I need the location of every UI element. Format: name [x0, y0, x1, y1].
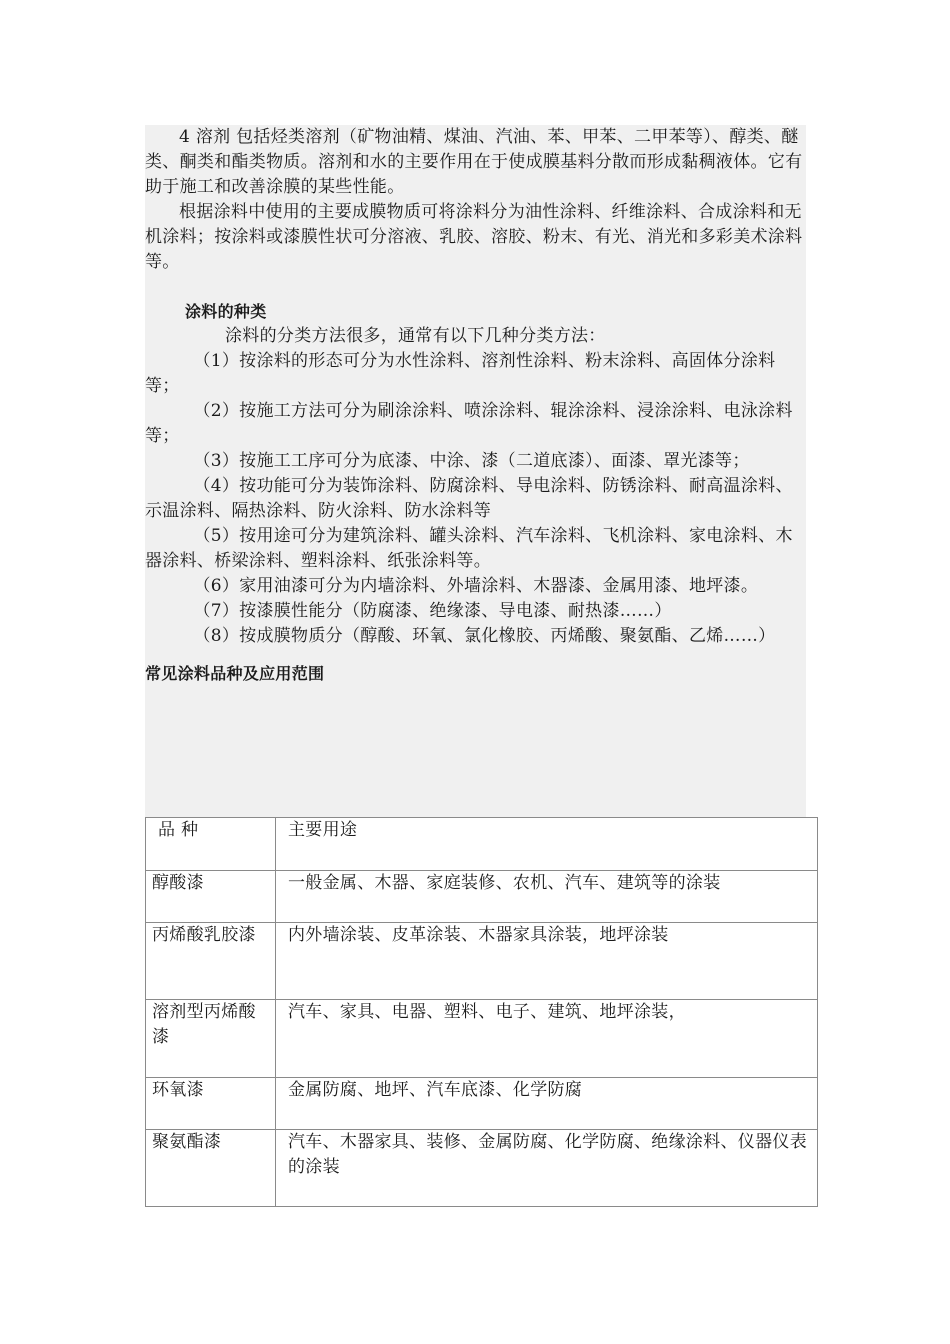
varieties-table: [145, 817, 818, 1207]
paragraph-solvent: 4 溶剂 包括烃类溶剂（矿物油精、煤油、汽油、苯、甲苯、二甲苯等）、醇类、醚类、酮类和酯类物质。溶剂和水的主要作用在于使成膜基料分散而形成黏稠液体。它有助于施工和改善涂膜的某些性能。: [145, 127, 803, 197]
list-item: （7）按漆膜性能分（防腐漆、绝缘漆、导电漆、耐热漆……）: [193, 601, 672, 621]
table-header-cell: 品 种: [146, 818, 276, 871]
section-heading-types: 涂料的种类: [185, 302, 267, 321]
table-cell-usage: 汽车、家具、电器、塑料、电子、建筑、地坪涂装，: [276, 1000, 818, 1078]
list-item: （8）按成膜物质分（醇酸、环氧、氯化橡胶、丙烯酸、聚氨酯、乙烯……）: [193, 626, 776, 646]
table-row: [146, 871, 818, 923]
list-item: （2）按施工方法可分为刷涂涂料、喷涂涂料、辊涂涂料、浸涂涂料、电泳涂料等；: [145, 401, 793, 446]
table-header-row: [146, 818, 818, 871]
table-row: [146, 1130, 818, 1207]
types-intro: 涂料的分类方法很多，通常有以下几种分类方法：: [225, 326, 606, 346]
table-cell-usage: 金属防腐、地坪、汽车底漆、化学防腐: [276, 1078, 818, 1130]
table-header-cell: 主要用途: [276, 818, 818, 871]
table-row: [146, 1000, 818, 1078]
paragraph-classification: 根据涂料中使用的主要成膜物质可将涂料分为油性涂料、纤维涂料、合成涂料和无机涂料；按涂料或漆膜性状可分溶液、乳胶、溶胶、粉末、有光、消光和多彩美术涂料等。: [145, 202, 803, 272]
list-item: （1）按涂料的形态可分为水性涂料、溶剂性涂料、粉末涂料、高固体分涂料等；: [145, 351, 776, 396]
table-cell-usage: 一般金属、木器、家庭装修、农机、汽车、建筑等的涂装: [276, 871, 818, 923]
table-cell-usage: 汽车、木器家具、装修、金属防腐、化学防腐、绝缘涂料、仪器仪表的涂装: [276, 1130, 818, 1207]
list-item: （6）家用油漆可分为内墙涂料、外墙涂料、木器漆、金属用漆、地坪漆。: [193, 576, 759, 596]
document-body: [145, 125, 809, 686]
section-heading-varieties: 常见涂料品种及应用范围: [145, 664, 325, 683]
list-item: （3）按施工工序可分为底漆、中涂、漆（二道底漆）、面漆、罩光漆等；: [193, 451, 750, 471]
table-cell-variety: 醇酸漆: [146, 871, 276, 923]
list-item: （4）按功能可分为装饰涂料、防腐涂料、导电涂料、防锈涂料、耐高温涂料、示温涂料、隔热涂料、防火涂料、防水涂料等: [145, 476, 793, 521]
table-row: [146, 1078, 818, 1130]
table-cell-variety: 聚氨酯漆: [146, 1130, 276, 1207]
table-cell-variety: 溶剂型丙烯酸漆: [146, 1000, 276, 1078]
table-cell-variety: 环氧漆: [146, 1078, 276, 1130]
table-row: [146, 923, 818, 1000]
table-cell-variety: 丙烯酸乳胶漆: [146, 923, 276, 1000]
table-cell-usage: 内外墙涂装、皮革涂装、木器家具涂装，地坪涂装: [276, 923, 818, 1000]
list-item: （5）按用途可分为建筑涂料、罐头涂料、汽车涂料、飞机涂料、家电涂料、木器涂料、桥梁涂料、塑料涂料、纸张涂料等。: [145, 526, 793, 571]
